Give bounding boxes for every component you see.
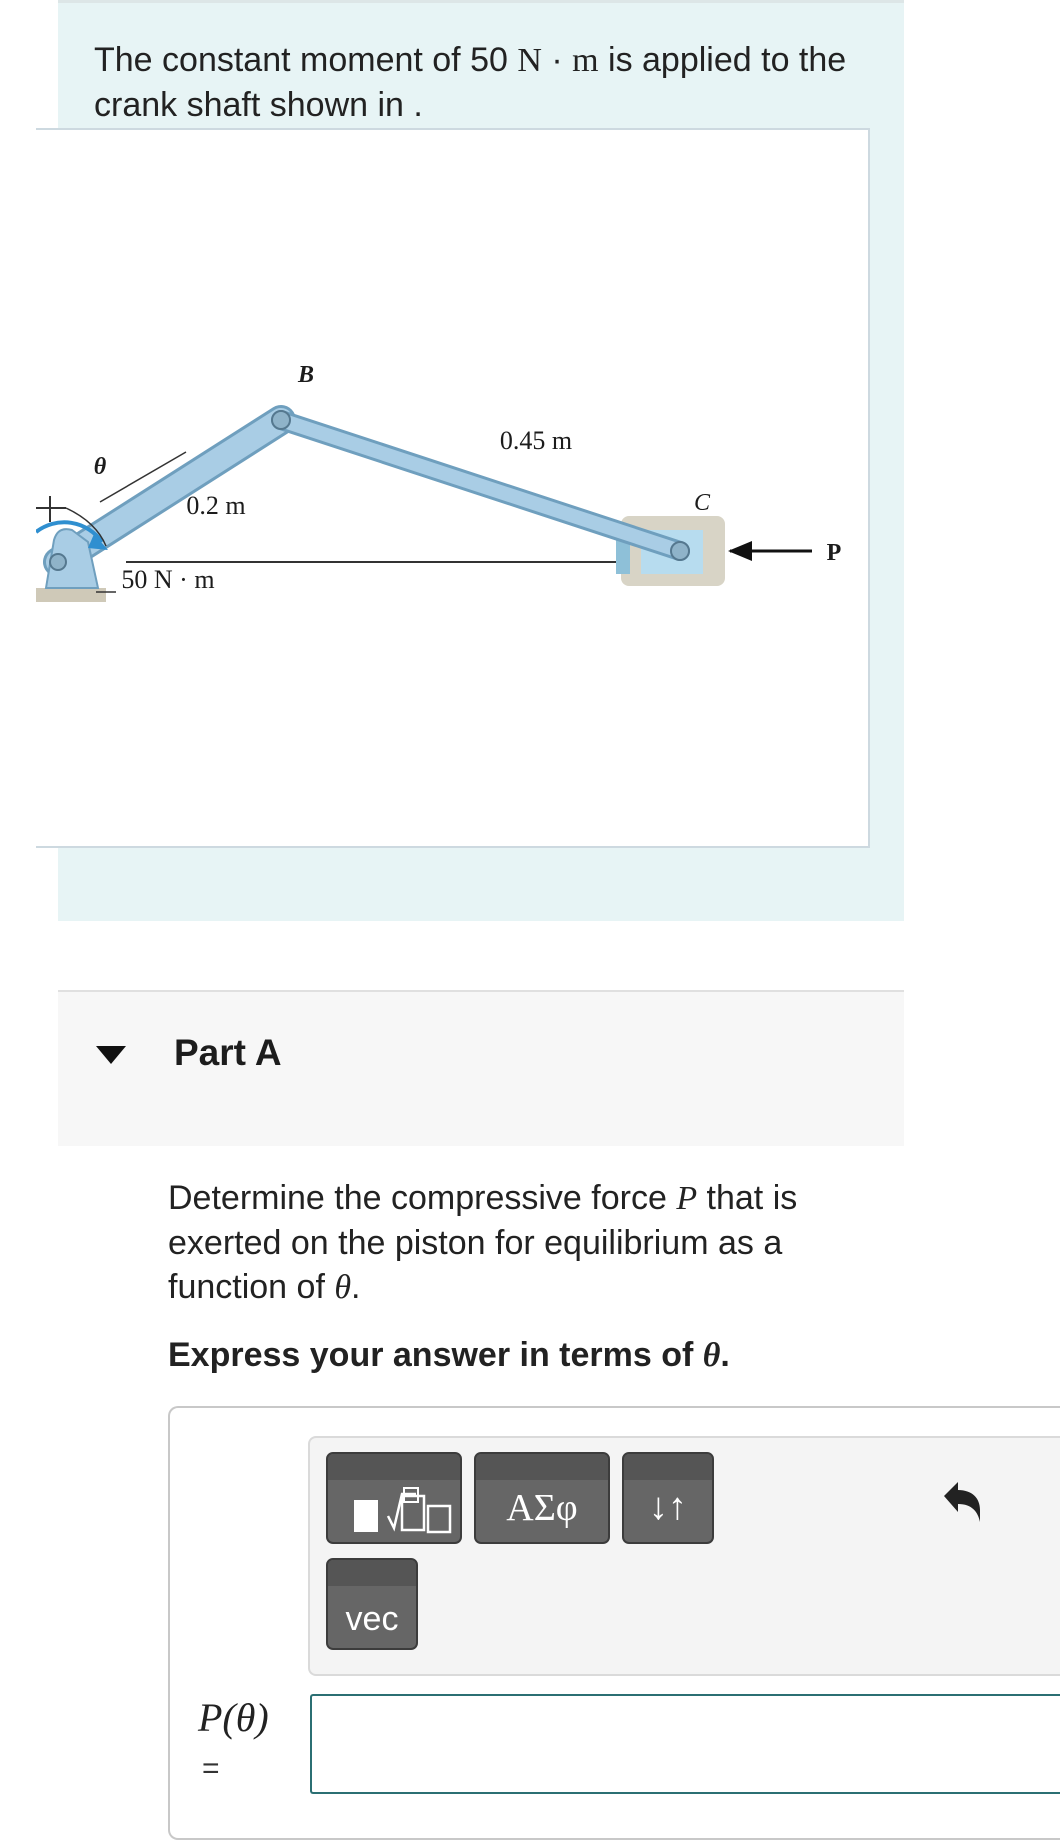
- answer-input[interactable]: [310, 1694, 1060, 1794]
- label-short-link: 0.2 m: [186, 491, 246, 520]
- label-p: P: [826, 540, 842, 566]
- pin-c: [671, 542, 689, 560]
- label-b: B: [297, 362, 315, 388]
- answer-variable-label: P(θ): [198, 1695, 269, 1740]
- instruction-text: Express your answer in terms of θ.: [168, 1336, 730, 1374]
- crank-shaft-figure: [36, 128, 870, 848]
- label-moment: 50 N · m: [121, 565, 215, 594]
- vector-button[interactable]: vec: [326, 1558, 418, 1650]
- label-c: C: [693, 490, 711, 516]
- var-theta: θ: [334, 1269, 352, 1306]
- label-long-link: 0.45 m: [499, 426, 573, 455]
- var-p: P: [676, 1180, 698, 1217]
- fraction-root-icon: [328, 1454, 462, 1544]
- label-theta: θ: [93, 454, 107, 480]
- question-text: Determine the compressive force P that is exerted on the piston for equilibrium as a function of θ.: [168, 1179, 798, 1306]
- problem-statement: The constant moment of 50 N · m is applied to the crank shaft shown in .: [94, 41, 847, 124]
- part-title: Part A: [174, 1032, 282, 1073]
- instruction-theta: θ: [702, 1337, 721, 1374]
- greek-symbols-button[interactable]: ΑΣφ: [474, 1452, 610, 1544]
- pin-b: [272, 411, 290, 429]
- arrows-button[interactable]: ↓↑: [622, 1452, 714, 1544]
- unit-meter: m: [572, 42, 599, 79]
- collapse-caret-icon[interactable]: [96, 1046, 126, 1064]
- unit-newton: N: [517, 42, 542, 79]
- templates-button[interactable]: [326, 1452, 462, 1544]
- equals-sign: =: [202, 1752, 220, 1785]
- undo-icon[interactable]: [940, 1478, 984, 1524]
- ground-left: [36, 588, 106, 602]
